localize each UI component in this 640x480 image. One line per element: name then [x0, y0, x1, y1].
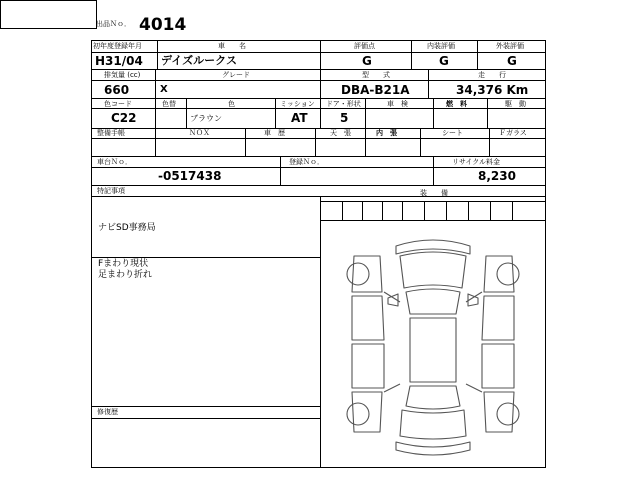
headliner-label: 天 張 [330, 129, 351, 137]
color-code-label: 色コード [104, 100, 132, 108]
mileage-value: 34,376 Km [456, 83, 529, 97]
inspection-label: 車 検 [387, 100, 408, 108]
fuel-label: 燃 料 [446, 100, 467, 108]
first-registration-label: 初年度登録年月 [93, 42, 142, 50]
mission-label: ミッション [280, 100, 315, 108]
color-change-label: 色替 [162, 100, 176, 108]
chassis-number-label: 車台Ｎｏ． [97, 158, 132, 166]
car-name-label: 車 名 [218, 42, 246, 50]
drive-label: 駆 動 [505, 100, 526, 108]
registration-number-label: 登録Ｎｏ． [289, 158, 324, 166]
lot-label: 出品Ｎｏ． [96, 20, 131, 28]
nox-label: ＮＯＸ [189, 129, 210, 137]
color-label: 色 [228, 100, 235, 108]
interior-score-label: 内装評価 [427, 42, 455, 50]
displacement-value: 660 [104, 83, 130, 97]
chassis-number-value: -0517438 [158, 169, 222, 183]
score-label: 評価点 [354, 42, 375, 50]
displacement-label: 排気量 (cc) [104, 71, 141, 79]
mileage-label: 走 行 [478, 71, 506, 79]
equipment-label: 装 備 [420, 189, 448, 197]
door-label: ドア・形状 [326, 100, 361, 108]
model-value: DBA-B21A [341, 83, 410, 97]
seat-label: シート [442, 129, 463, 137]
car-history-label: 車 歴 [264, 129, 285, 137]
door-value: 5 [340, 111, 349, 125]
repair-history-label: 修復歴 [97, 408, 118, 416]
mission-value: AT [291, 111, 308, 125]
interior-trim-label: 内 張 [376, 129, 397, 137]
remarks-label: 特記事項 [97, 187, 125, 195]
lot-number: 4014 [139, 15, 187, 35]
car-name-value: デイズルークス [161, 54, 238, 67]
score-value: G [362, 54, 372, 68]
remarks-line-3: 足まわり折れ [98, 270, 153, 280]
grade-label: グレード [222, 71, 250, 79]
interior-score-value: G [439, 54, 449, 68]
remarks-line-2: Fまわり現状 [98, 259, 149, 269]
color-code-value: C22 [111, 111, 137, 125]
first-registration-value: H31/04 [95, 54, 143, 68]
exterior-score-label: 外装評価 [496, 42, 524, 50]
maintenance-book-label: 整備手帳 [97, 129, 125, 137]
recycle-fee-label: リサイクル料金 [452, 158, 501, 166]
grade-value: X [160, 84, 168, 95]
remarks-line-1: ナビSD事務局 [98, 223, 156, 233]
car-damage-diagram [338, 232, 528, 464]
exterior-score-value: G [507, 54, 517, 68]
front-glass-label: Ｆガラス [499, 129, 527, 137]
color-value: ブラウン [190, 114, 222, 123]
recycle-fee-value: 8,230 [478, 169, 516, 183]
model-label: 型 式 [362, 71, 390, 79]
